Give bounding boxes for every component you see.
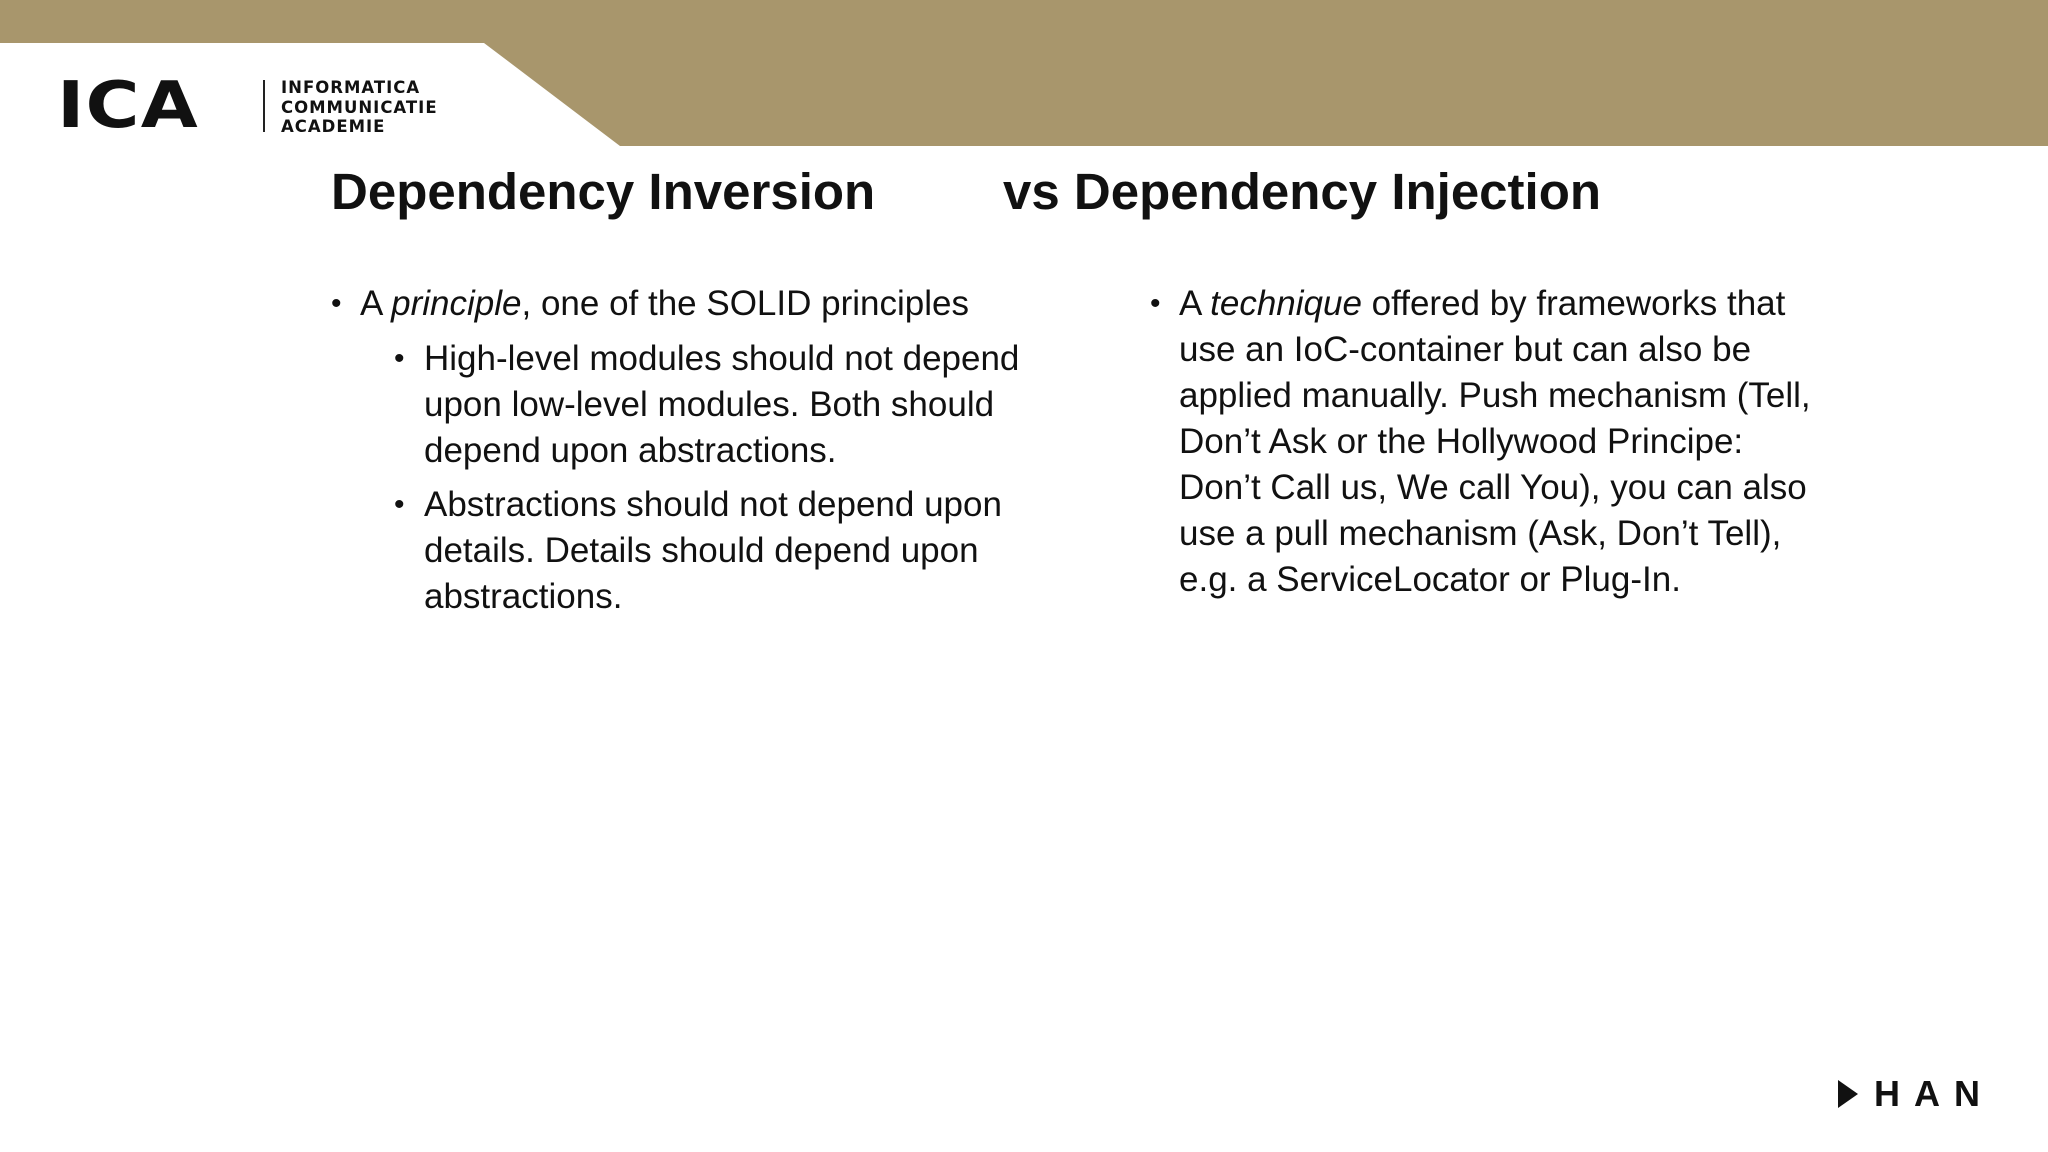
left-sub-bullet-1: upon low-level modules. Both should	[424, 385, 995, 424]
left-sub-bullet-2: Abstractions should not depend upon	[424, 485, 1002, 524]
right-bullet-line: use a pull mechanism (Ask, Don’t Tell),	[1179, 514, 1782, 553]
right-bullet-line: Don’t Call us, We call You), you can also	[1179, 468, 1807, 507]
right-bullet-line: e.g. a ServiceLocator or Plug-In.	[1179, 560, 1681, 599]
left-sub-bullet-1: depend upon abstractions.	[424, 431, 837, 470]
bullet: •	[394, 342, 405, 375]
ica-logo-main: ICA	[57, 69, 199, 143]
right-bullet: A technique offered by frameworks that	[1179, 284, 1786, 323]
right-bullet-line: applied manually. Push mechanism (Tell,	[1179, 376, 1811, 415]
ica-logo-subtitle	[281, 78, 438, 137]
left-sub-bullet-2: abstractions.	[424, 577, 623, 616]
left-sub-bullet-1: High-level modules should not depend	[424, 339, 1020, 378]
ica-logo	[57, 69, 438, 143]
bullet: •	[394, 488, 405, 521]
logo-divider	[263, 80, 265, 132]
right-bullet-line: use an IoC-container but can also be	[1179, 330, 1752, 369]
logo-line: COMMUNICATIE	[281, 97, 438, 117]
title-right: vs Dependency Injection	[1003, 163, 1602, 220]
logo-line: INFORMATICA	[281, 78, 421, 97]
title-left: Dependency Inversion	[331, 163, 876, 220]
left-bullet-1: A principle, one of the SOLID principles	[360, 284, 969, 323]
bullet: •	[1150, 287, 1161, 320]
han-logo-text: HAN	[1874, 1073, 1994, 1114]
play-triangle-icon	[1838, 1080, 1860, 1108]
left-sub-bullet-2: details. Details should depend upon	[424, 531, 979, 570]
logo-line: ACADEMIE	[281, 117, 386, 136]
bullet: •	[331, 287, 342, 320]
right-bullet-line: Don’t Ask or the Hollywood Principe:	[1179, 422, 1744, 461]
han-logo	[1838, 1073, 1994, 1115]
